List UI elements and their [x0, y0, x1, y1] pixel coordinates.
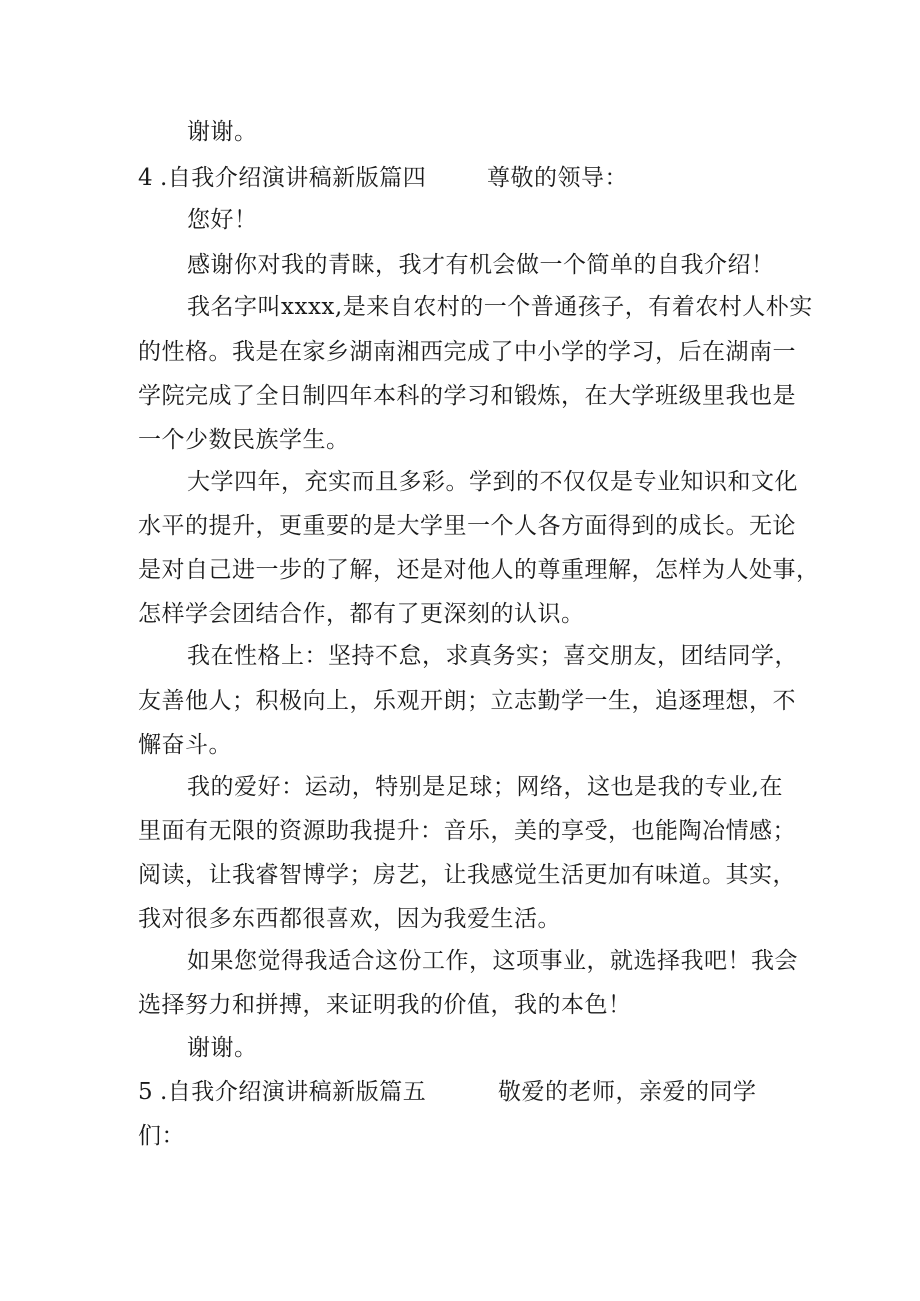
- section-5-greeting-continued: 们：: [138, 1123, 185, 1149]
- paragraph-line: 里面有无限的资源助我提升：音乐，美的享受，也能陶冶情感；: [138, 818, 796, 844]
- paragraph-line: 如果您觉得我适合这份工作，这项事业，就选择我吧！我会: [187, 948, 798, 974]
- paragraph-line: 怎样学会团结合作，都有了更深刻的认识。: [138, 601, 585, 627]
- section-4-greeting: 尊敬的领导：: [487, 165, 628, 191]
- section-5-title: .自我介绍演讲稿新版篇五: [160, 1079, 427, 1105]
- paragraph-line: 大学四年，充实而且多彩。学到的不仅仅是专业知识和文化: [187, 469, 798, 495]
- paragraph-line: 选择努力和拼搏，来证明我的价值，我的本色！: [138, 992, 632, 1018]
- paragraph-line: 懈奋斗。: [138, 732, 232, 758]
- hello-line: 您好！: [187, 207, 258, 233]
- paragraph-line: 一个少数民族学生。: [138, 427, 350, 453]
- closing-thanks-bottom: 谢谢。: [187, 1035, 258, 1061]
- paragraph-line: 的性格。我是在家乡湖南湘西完成了中小学的学习，后在湖南一: [138, 339, 796, 365]
- paragraph-line: 是对自己进一步的了解，还是对他人的尊重理解，怎样为人处事，: [138, 557, 820, 583]
- paragraph-line: 水平的提升，更重要的是大学里一个人各方面得到的成长。无论: [138, 513, 796, 539]
- section-4-number: 4: [138, 165, 153, 191]
- paragraph-line: 我的爱好：运动，特别是足球；网络，这也是我的专业,在: [187, 774, 783, 800]
- section-4-title: .自我介绍演讲稿新版篇四: [160, 165, 427, 191]
- section-5-greeting: 敬爱的老师，亲爱的同学: [498, 1079, 757, 1105]
- paragraph-line: 我对很多东西都很喜欢，因为我爱生活。: [138, 906, 561, 932]
- section-5-number: 5: [138, 1079, 153, 1105]
- paragraph-line: 我名字叫xxxx,是来自农村的一个普通孩子，有着农村人朴实: [187, 294, 813, 320]
- paragraph-line: 阅读，让我睿智博学；房艺，让我感觉生活更加有味道。其实，: [138, 862, 796, 888]
- paragraph-line: 学院完成了全日制四年本科的学习和锻炼，在大学班级里我也是: [138, 383, 796, 409]
- paragraph-thanks-for-opportunity: 感谢你对我的青睐，我才有机会做一个简单的自我介绍！: [187, 252, 775, 278]
- paragraph-line: 我在性格上：坚持不怠，求真务实；喜交朋友，团结同学，: [187, 643, 798, 669]
- paragraph-line: 友善他人；积极向上，乐观开朗；立志勤学一生，追逐理想，不: [138, 688, 796, 714]
- closing-thanks-top: 谢谢。: [187, 119, 258, 145]
